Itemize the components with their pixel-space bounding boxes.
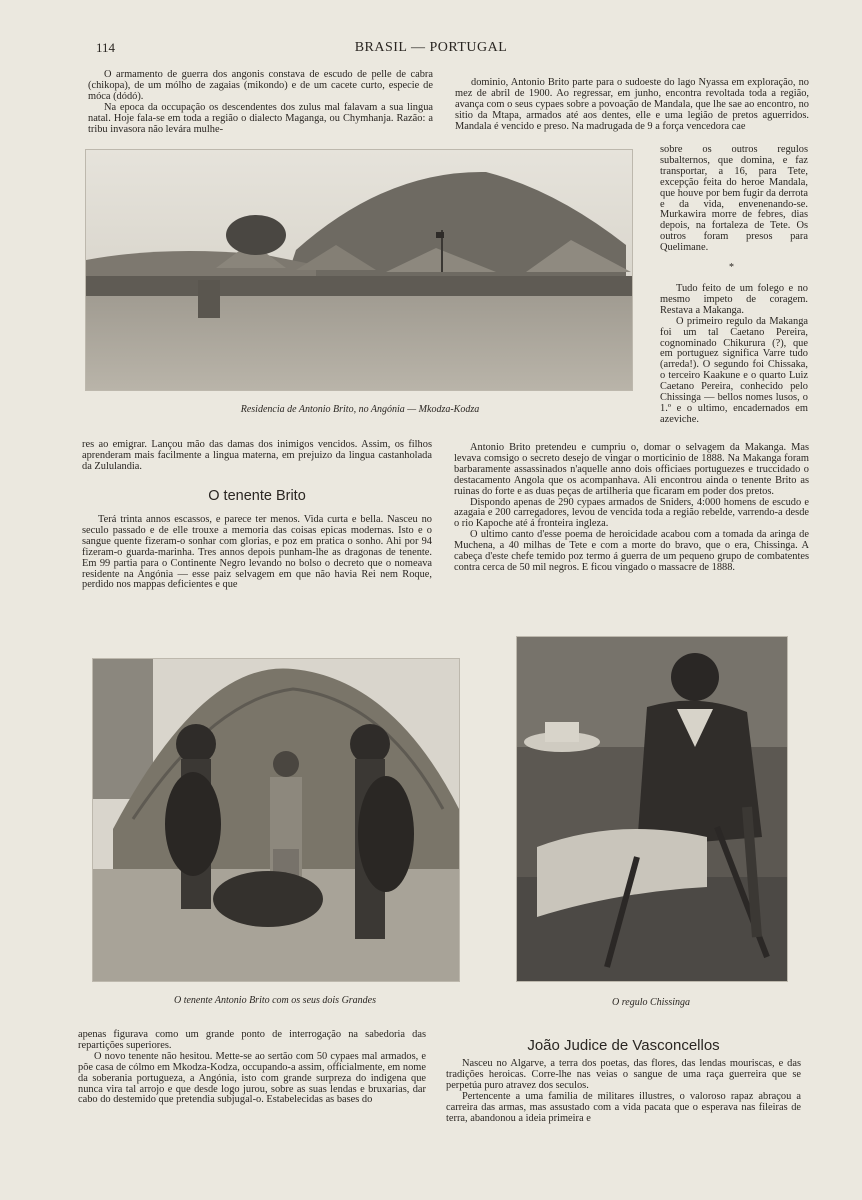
paragraph: Na epoca da occupação os descendentes dos zulus mal falavam a sua lingua natal. Hoje fala-se em toda a região o dialecto Maganga, ou Chymhanja. Razão: a tribu invasora não levára mulhe-: [88, 101, 433, 135]
right-top-column: [455, 78, 809, 133]
paragraph: O ultimo canto d'esse poema de heroicidade acabou com a tomada da aringa de Muchena, a 40 milhas de Tete e com a morte do bravo, que o era, Chissinga. A cabeça d'este chefe temido poz termo á guerra de um pequeno grupo de combatentes contra cerca de 50 mil negros. E ficou vingado o massacre de 1888.: [454, 529, 809, 573]
paragraph: Tudo feito de um folego e no mesmo impeto de coragem. Restava a Makanga.: [660, 283, 808, 316]
left-mid-column: [82, 440, 432, 473]
paragraph: dominio, Antonio Brito parte para o sudoeste do lago Nyassa em exploração, no mez de abril de 1900. Ao regressar, em junho, encontra revoltada toda a região, avança com o seus cypaes sobre a povoação de Mandala, que lhe sae ao encontro, no sitio da Mtapa, armados até aos dentes, elle e uma legião de pretos aguerridos. Mandala é vencido e preso. Na madrugada de 9 a força vencedora cae: [455, 77, 809, 132]
paragraph: Terá trinta annos escassos, e parece ter menos. Vida curta e bella. Nasceu no seculo passado e de elle trouxe a memoria das coisas epicas modernas. Isto e o sangue quente fizeram-o sonhar com glorias, e poz em pratica o sonho. Ahi por 94 fizeram-o guarda-marinha. Tres annos depois punham-lhe as dragonas de tenente. Em 99 partia para o Continente Negro levando no bolso o decreto que o nomeava residente na Angónia — esse paiz selvagem em que não havia Rei nem Roque, perdido nos mappas deficientes e que: [82, 514, 432, 591]
paragraph: sobre os outros regulos subalternos, que domina, e faz transportar, a 16, para Tete, excepção feita do heroe Mandala, que houve por bem fugir da derrota e da vida, envenenando-se. Murkawira morre de febres, dias depois, na fortaleza de Tete. Os outros foram presos para Quelimane.: [660, 144, 808, 254]
paragraph: Dispondo apenas de 290 cypaes armados de Sniders, 4:000 homens de escudo e azagaia e 200 carregadores, levou de vencida toda a região rebelde, varrendo-a desde o rio Kapoche até á fronteira ingleza.: [454, 496, 809, 530]
tenente-brito-photo: [92, 658, 460, 982]
left-bottom-column: [78, 1030, 426, 1106]
page-header-title: BRASIL — PORTUGAL: [354, 40, 508, 55]
section-judice-vasconcellos-body: [446, 1059, 801, 1124]
paragraph: O armamento de guerra dos angonis constava de escudo de pelle de cabra (chikopa), de um mólho de zagaias (mikondo) e de um cacete curto, especie de móca (dódó).: [88, 69, 433, 102]
paragraph: res ao emigrar. Lançou mão das damas dos inimigos vencidos. Assim, os filhos aprenderam mais facilmente a lingua materna, em prejuizo da lingua castanholada da Zululandia.: [82, 439, 432, 472]
section-tenente-brito-body: [82, 515, 432, 591]
regulo-chissinga-photo: [516, 636, 788, 982]
paragraph: O novo tenente não hesitou. Mette-se ao sertão com 50 cypaes mal armados, e põe casa de cólmo em Mkodza-Kodza, occupando-a assim, officialmente, em nome da soberania portugueza, a Angónia, isto com grande surpreza do indigena que nunca vira tal arrojo e que desde logo jurou, sobre as suas lendas e bruxarias, dar cabo do destemido que pretendia subjugal-o. Estabelecidas as bases do: [78, 1050, 426, 1106]
paragraph: O primeiro regulo da Makanga foi um tal Caetano Pereira, cognominado Chikurura (?), que em portuguez significa Varre tudo (arreda!). O segundo foi Chissaka, o terceiro Kaakune e o quarto Luiz Caetano Pereira, conhecido pelo Chissinga — bellos nomes lusos, o 1.º e o ultimo, encadernados em azeviche.: [660, 315, 808, 425]
residence-photo-caption: Residencia de Antonio Brito, no Angónia — Mkodza-Kodza: [240, 404, 480, 415]
paragraph: apenas figurava como um grande ponto de interrogação na sabedoria das repartições superiores.: [78, 1029, 426, 1051]
right-narrow-column-1: [660, 145, 808, 254]
right-narrow-column-2: [660, 284, 808, 426]
right-mid-column: [454, 443, 809, 574]
section-title-tenente-brito: O tenente Brito: [208, 488, 306, 504]
paragraph: Antonio Brito pretendeu e cumpriu o, domar o selvagem da Makanga. Mas levava comsigo o secreto desejo de vingar o morticinio de 1888. Na Makanga foram barbaramente assassinados n'aquelle anno dois officiaes portuguezes e truccidado o destacamento Angola que os acompanhava. Ali encontrou ainda o tenente Brito as ruinas do forte e as duas peças de artilheria que ficaram em poder dos pretos.: [454, 442, 809, 497]
page-number: 114: [96, 40, 116, 55]
left-top-column: [88, 70, 433, 135]
paragraph: Pertencente a uma familia de militares illustres, o valoroso rapaz abraçou a carreira das armas, mas assustado com a vida pacata que o esperava nas fileiras de terra, abandonou a ideia primeira e: [446, 1090, 801, 1124]
paragraph: Nasceu no Algarve, a terra dos poetas, das flores, das lendas mouriscas, e das tradições heroicas. Corre-lhe nas veias o sangue de uma raça guerreira que se perpetúa puro atravez dos seculos.: [446, 1058, 801, 1091]
section-divider: *: [729, 262, 734, 273]
residence-photo: [85, 149, 633, 391]
tenente-brito-photo-caption: O tenente Antonio Brito com os seus dois Grandes: [173, 995, 377, 1006]
regulo-chissinga-photo-caption: O regulo Chissinga: [612, 997, 690, 1008]
section-title-judice-vasconcellos: João Judice de Vasconcellos: [527, 1037, 720, 1054]
